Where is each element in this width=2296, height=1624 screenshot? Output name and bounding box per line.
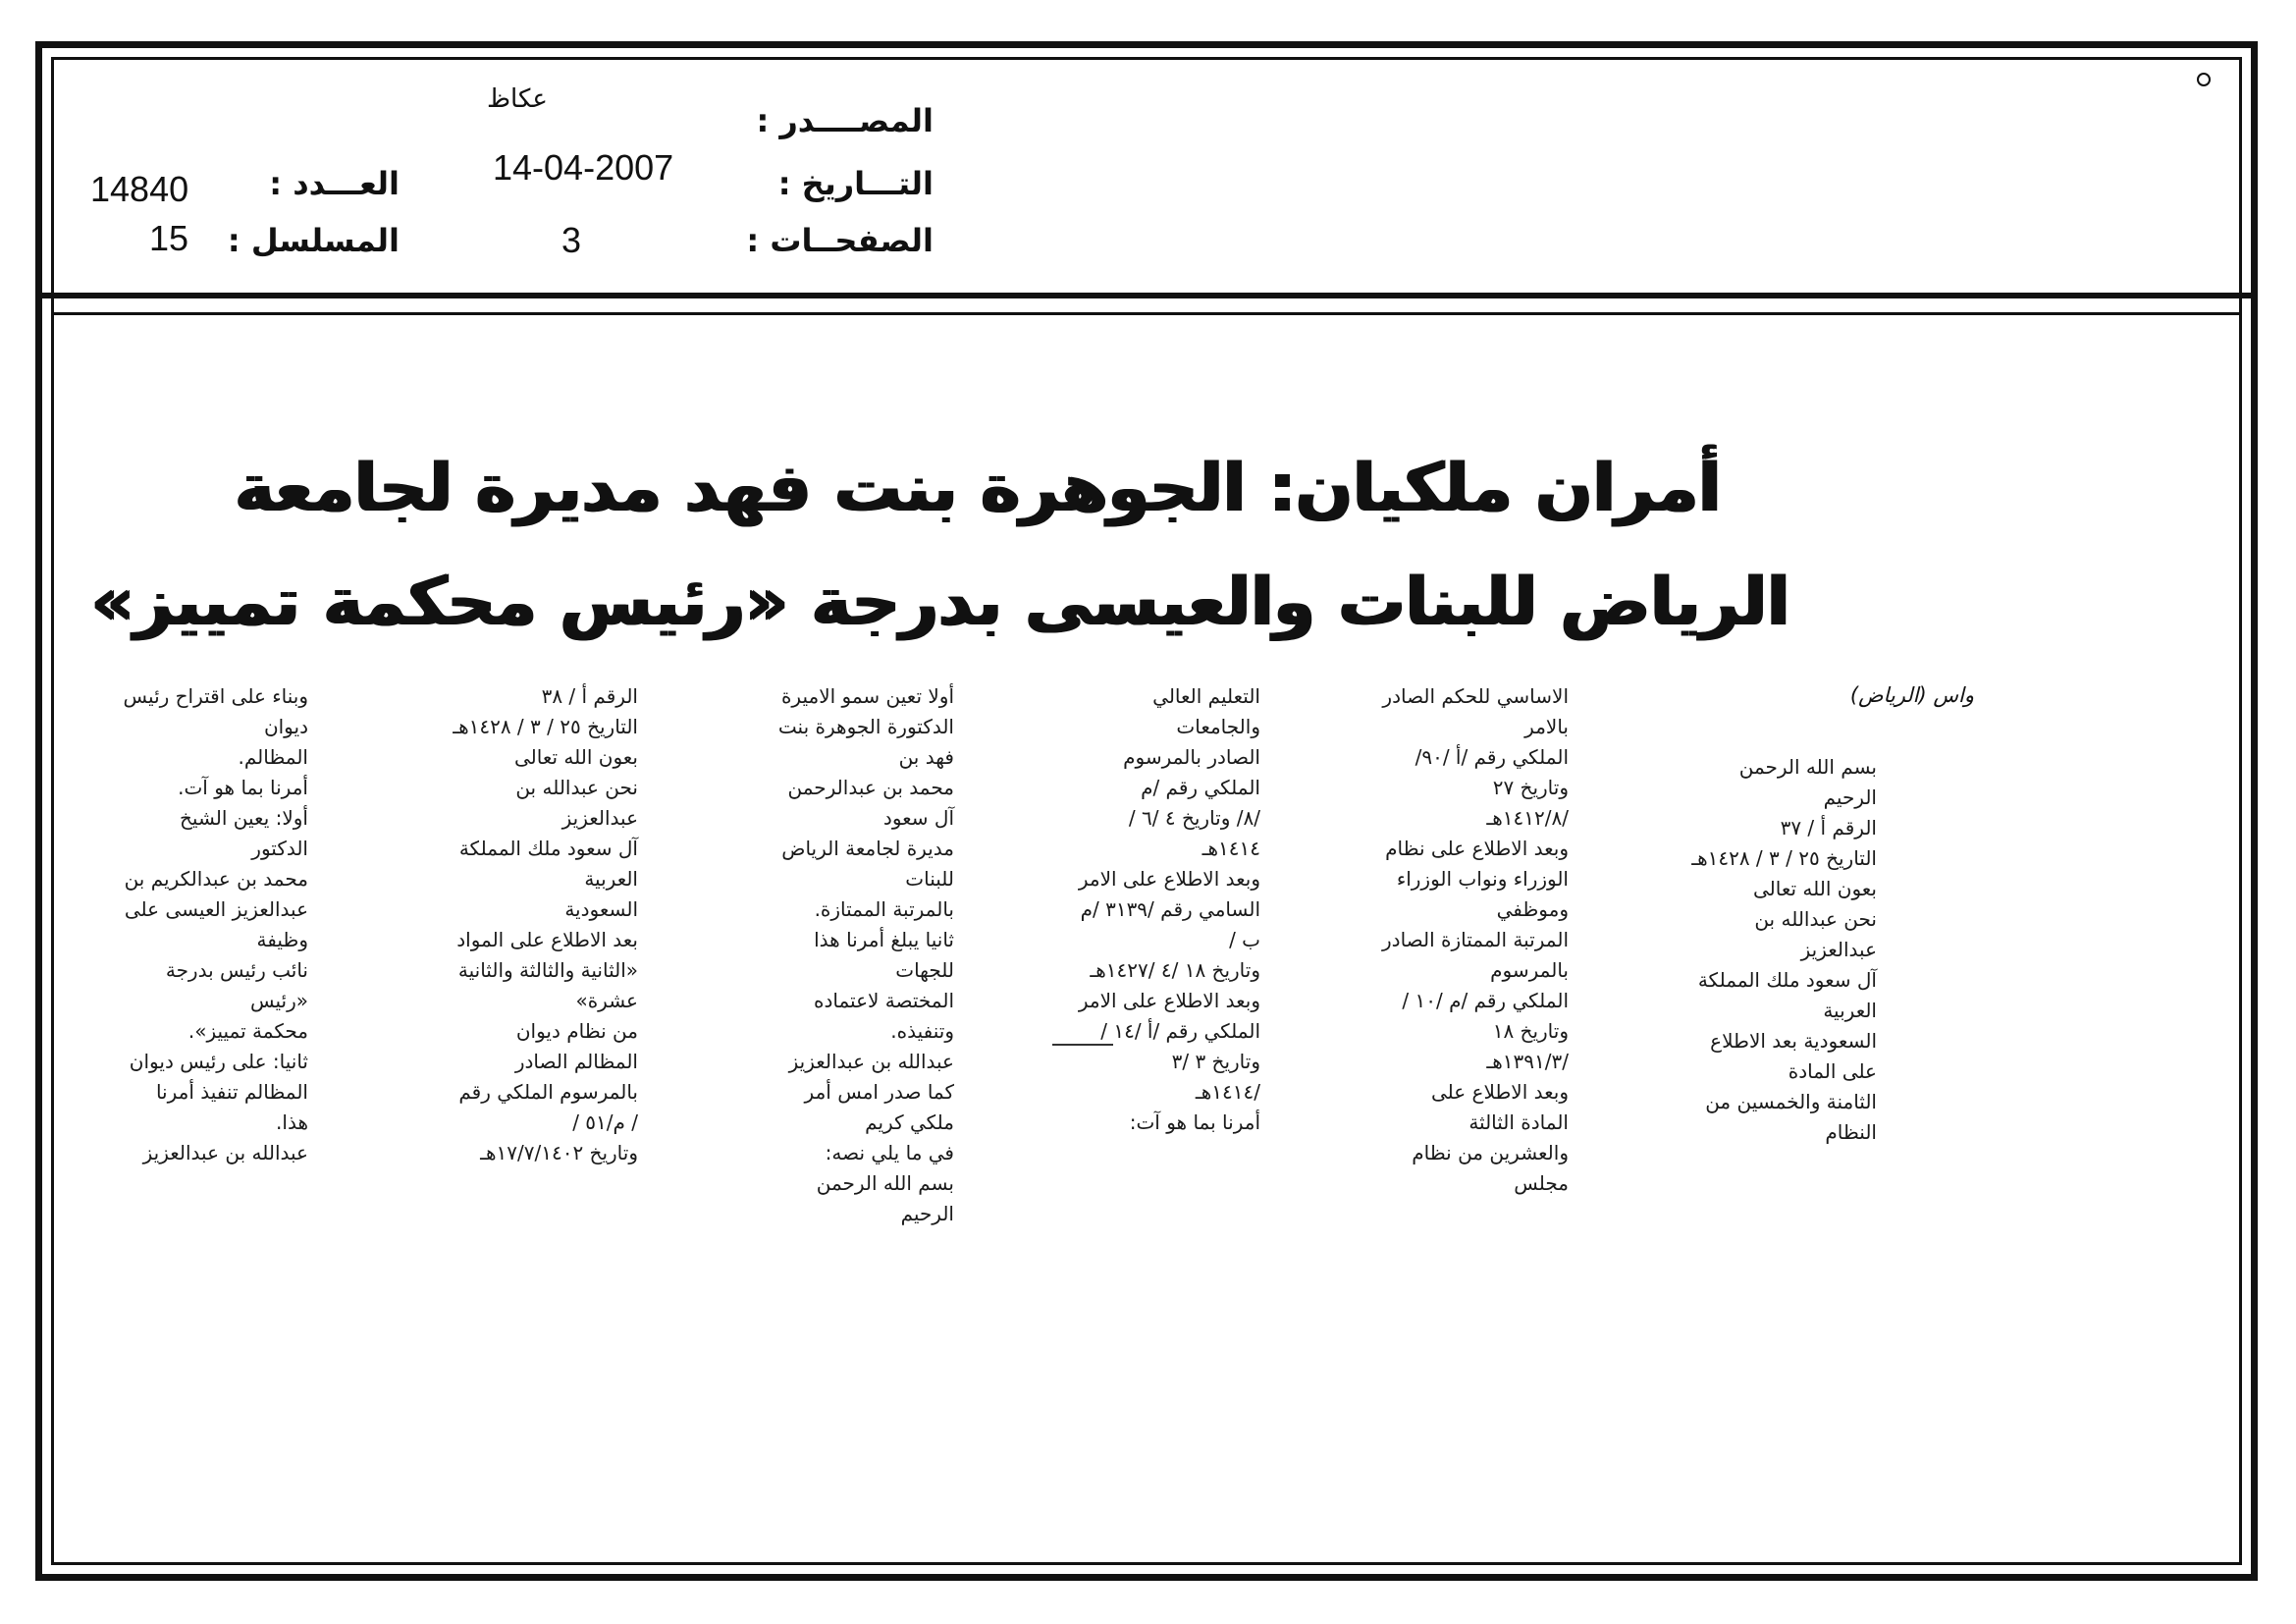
byline: واس (الرياض) — [1849, 683, 1974, 707]
article-column-text: التعليم العالي والجامعات الصادر بالمرسوم الملكي رقم /م /٨/ وتاريخ ٤ /٦ /١٤١٤هـ وبعد الاطلاع على الامر السامي رقم /٣١٣٩ /م ب / وتاريخ ١٨ /٤ /١٤٢٧هـ وبعد الاطلاع على الامر الملكي رقم /أ /١٤ /وتاريخ ٣ /٣ /١٤١٤هـ أمرنا بما هو آت: — [1078, 684, 1260, 1134]
article-column-text: وبناء على اقتراح رئيس ديوان المظالم. أمرنا بما هو آت. أولا: يعين الشيخ الدكتور محمد بن عبدالكريم بن عبدالعزيز العيسى على وظيفة نائب رئيس بدرجة «رئيس محكمة تمييز». ثانيا: على رئيس ديوان المظالم تنفيذ أمرنا هذا. عبدالله بن عبدالعزيز — [123, 684, 308, 1164]
article-column-text: أولا تعين سمو الاميرة الدكتورة الجوهرة بنت فهد بن محمد بن عبدالرحمن آل سعود مديرة لجامعة الرياض للبنات بالمرتبة الممتازة. ثانيا يبلغ أمرنا هذا للجهات المختصة لاعتماده وتنفيذه. عبدالله بن عبدالعزيز كما صدر امس أمر ملكي كريم في ما يلي نصه: بسم الله الرحمن الرحيم — [777, 684, 954, 1225]
issue-value: 14840 — [90, 169, 189, 209]
column-dash — [1052, 1044, 1113, 1046]
headline-line-2: الرياض للبنات والعيسى بدرجة «رئيس محكمة تمييز» — [90, 564, 1789, 641]
serial-value: 15 — [149, 218, 189, 258]
source-label: المصــــدر : — [756, 102, 934, 139]
source-value: عكاظ — [487, 84, 548, 114]
issue-label: العـــدد : — [269, 165, 400, 202]
article-column-text: بسم الله الرحمن الرحيم الرقم أ / ٣٧ التاريخ ٢٥ / ٣ / ١٤٢٨هـ بعون الله تعالى نحن عبدالله بن عبدالعزيز آل سعود ملك المملكة العربية السعودية بعد الاطلاع على المادة الثامنة والخمسين من النظام — [1691, 755, 1877, 1144]
pages-value: 3 — [561, 220, 582, 260]
header-separator — [37, 293, 2256, 298]
article-column-6 — [122, 681, 308, 1168]
article-column-2 — [1382, 681, 1569, 1199]
article-column-text: الاساسي للحكم الصادر بالامر الملكي رقم /أ /٩٠/ وتاريخ ٢٧ /١٤١٢/٨هـ وبعد الاطلاع على نظام الوزراء ونواب الوزراء وموظفي المرتبة الممتازة الصادر بالمرسوم الملكي رقم /م /١٠ /وتاريخ ١٨ /١٣٩١/٣هـ وبعد الاطلاع على المادة الثالثة والعشرين من نظام مجلس — [1382, 684, 1569, 1195]
header-separator-thin — [51, 312, 2242, 315]
article-column-3 — [1074, 681, 1260, 1138]
article-column-4 — [768, 681, 954, 1229]
date-value: 14-04-2007 — [493, 147, 674, 188]
corner-dot-icon — [2197, 73, 2211, 86]
pages-label: الصفحــات : — [746, 222, 934, 259]
headline-line-1: أمران ملكيان: الجوهرة بنت فهد مديرة لجامعة — [234, 450, 1721, 527]
serial-label: المسلسل : — [227, 222, 400, 259]
article-column-5 — [452, 681, 638, 1168]
article-column-text: الرقم أ / ٣٨ التاريخ ٢٥ / ٣ / ١٤٢٨هـ بعون الله تعالى نحن عبدالله بن عبدالعزيز آل سعود ملك المملكة العربية السعودية بعد الاطلاع على المواد «الثانية والثالثة والثانية عشرة» من نظام ديوان المظالم الصادر بالمرسوم الملكي رقم / م/٥١ / وتاريخ ١٧/٧/١٤٠٢هـ — [453, 684, 638, 1164]
article-column-1 — [1690, 752, 1877, 1148]
date-label: التـــاريخ : — [777, 165, 934, 202]
